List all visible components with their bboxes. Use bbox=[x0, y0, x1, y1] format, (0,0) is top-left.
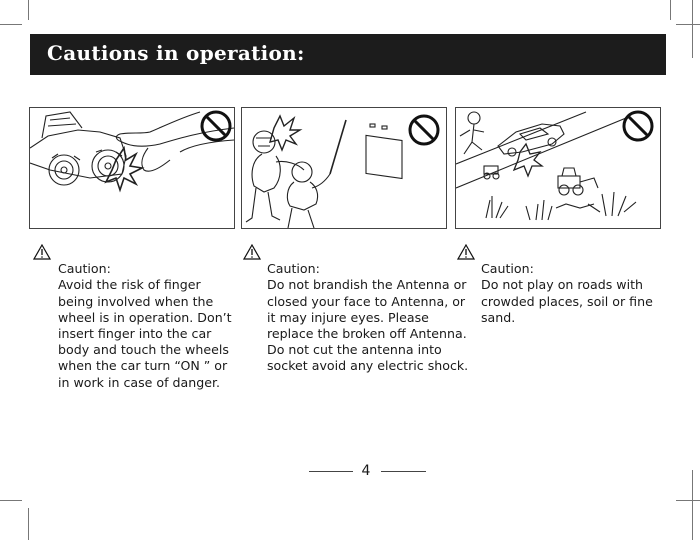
warning-triangle-icon bbox=[33, 244, 51, 260]
caution-road bbox=[457, 245, 669, 326]
caution-text: Avoid the risk of finger being involved when the wheel is in operation. Don’t insert finger into the car body and touch the wheels when the car turn “ON ” or in work in case of danger. bbox=[58, 277, 232, 390]
caution-finger bbox=[33, 245, 238, 391]
page-title: Cautions in operation: bbox=[47, 41, 305, 65]
crop-mark bbox=[676, 500, 700, 501]
antenna-drawing bbox=[242, 108, 446, 228]
warning-triangle-icon bbox=[457, 244, 475, 260]
illustration-road bbox=[455, 107, 661, 229]
caution-text: Do not play on roads with crowded places, soil or fine sand. bbox=[481, 277, 653, 325]
caution-antenna bbox=[243, 245, 471, 375]
road-drawing bbox=[456, 108, 660, 228]
crop-mark bbox=[676, 24, 700, 25]
crop-mark bbox=[692, 0, 693, 58]
crop-mark bbox=[28, 0, 29, 20]
crop-mark bbox=[0, 24, 22, 25]
caution-text: Do not brandish the Antenna or closed your face to Antenna, or it may injure eyes. Please replace the broken off Antenna. Do not cut the antenna into socket avoid any electric shock. bbox=[267, 277, 469, 374]
caution-prefix: Caution: bbox=[267, 261, 320, 277]
prohibited-icon bbox=[202, 112, 230, 140]
page-number: 4 bbox=[361, 463, 371, 479]
footer-rule-left bbox=[309, 471, 353, 472]
section-header bbox=[30, 34, 666, 75]
warning-triangle-icon bbox=[243, 244, 261, 260]
prohibited-icon bbox=[410, 116, 438, 144]
prohibited-icon bbox=[624, 112, 652, 140]
illustration-antenna bbox=[241, 107, 447, 229]
crop-mark bbox=[0, 500, 22, 501]
crop-mark bbox=[692, 470, 693, 540]
illustration-finger-wheel bbox=[29, 107, 235, 229]
finger-wheel-drawing bbox=[30, 108, 234, 228]
crop-mark bbox=[670, 0, 671, 20]
crop-mark bbox=[28, 508, 29, 540]
footer-rule-right bbox=[381, 471, 426, 472]
caution-prefix: Caution: bbox=[481, 261, 534, 277]
caution-prefix: Caution: bbox=[58, 261, 111, 277]
